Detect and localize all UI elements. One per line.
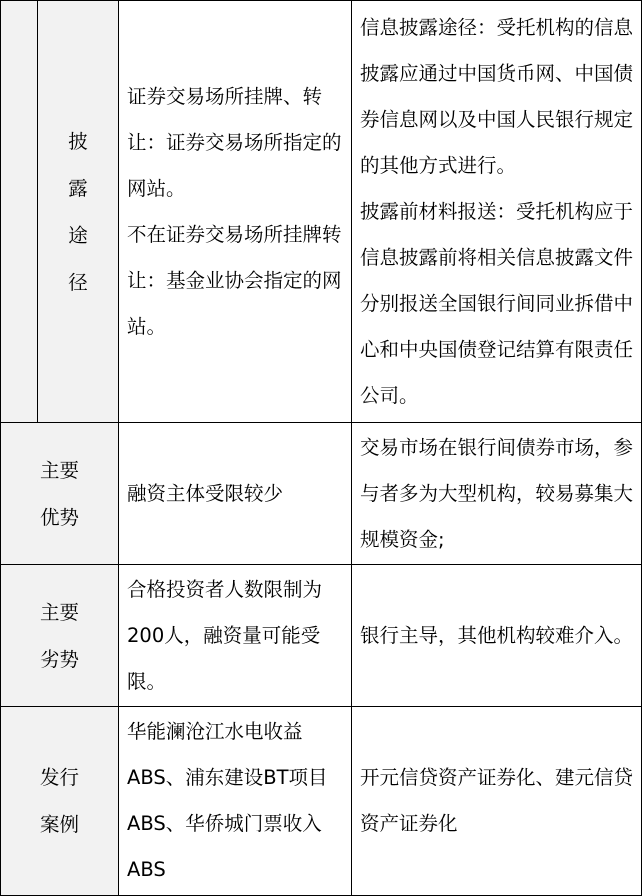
cell-paragraph: 证券交易场所挂牌、转让：证券交易场所指定的网站。 xyxy=(127,84,342,200)
disadvantages-exchange-cell xyxy=(119,565,352,707)
advantages-exchange-cell xyxy=(119,423,352,565)
cell-paragraph: 融资主体受限较少 xyxy=(127,481,284,505)
header-line: 主要 xyxy=(39,458,79,482)
header-char: 途 xyxy=(68,223,88,247)
header-line: 案例 xyxy=(39,813,79,836)
cell-paragraph: 华能澜沧江水电收益ABS、浦东建设BT项目ABS、华侨城门票收入ABS xyxy=(127,720,328,881)
cell-paragraph: 合格投资者人数限制为200人，融资量可能受限。 xyxy=(127,577,323,693)
header-char: 披 xyxy=(68,129,88,153)
disadvantages-interbank-cell xyxy=(352,565,642,707)
cell-paragraph: 信息披露途径：受托机构的信息披露应通过中国货币网、中国债券信息网以及中国人民银行规定的其他方式进行。 xyxy=(360,15,634,177)
header-char: 露 xyxy=(68,176,88,200)
cell-paragraph: 银行主导，其他机构较难介入。 xyxy=(360,623,634,647)
header-line: 劣势 xyxy=(39,647,79,671)
cases-interbank-cell xyxy=(352,707,642,896)
row-disclosure xyxy=(1,1,642,423)
cell-paragraph: 披露前材料报送：受托机构应于信息披露前将相关信息披露文件分别报送全国银行间同业拆借中心和中央国债登记结算有限责任公司。 xyxy=(360,199,634,407)
header-line: 优势 xyxy=(39,505,79,529)
cases-exchange-cell xyxy=(119,707,352,896)
header-char: 径 xyxy=(68,270,88,294)
cell-paragraph: 不在证券交易场所挂牌转让：基金业协会指定的网站。 xyxy=(127,222,342,338)
left-blank-cell xyxy=(1,1,38,423)
row-disadvantages xyxy=(1,565,642,707)
header-line: 发行 xyxy=(39,766,79,789)
row-cases xyxy=(1,707,642,896)
row-advantages xyxy=(1,423,642,565)
disclosure-interbank-cell xyxy=(352,1,642,423)
header-line: 主要 xyxy=(39,600,79,624)
row-header-cases xyxy=(1,707,119,896)
cell-paragraph: 开元信贷资产证券化、建元信贷资产证券化 xyxy=(360,766,634,835)
disclosure-exchange-cell xyxy=(119,1,352,423)
advantages-interbank-cell xyxy=(352,423,642,565)
row-header-disadvantages xyxy=(1,565,119,707)
cell-paragraph: 交易市场在银行间债券市场，参与者多为大型机构，较易募集大规模资金; xyxy=(360,435,634,551)
row-header-disclosure xyxy=(38,1,119,423)
row-header-advantages xyxy=(1,423,119,565)
